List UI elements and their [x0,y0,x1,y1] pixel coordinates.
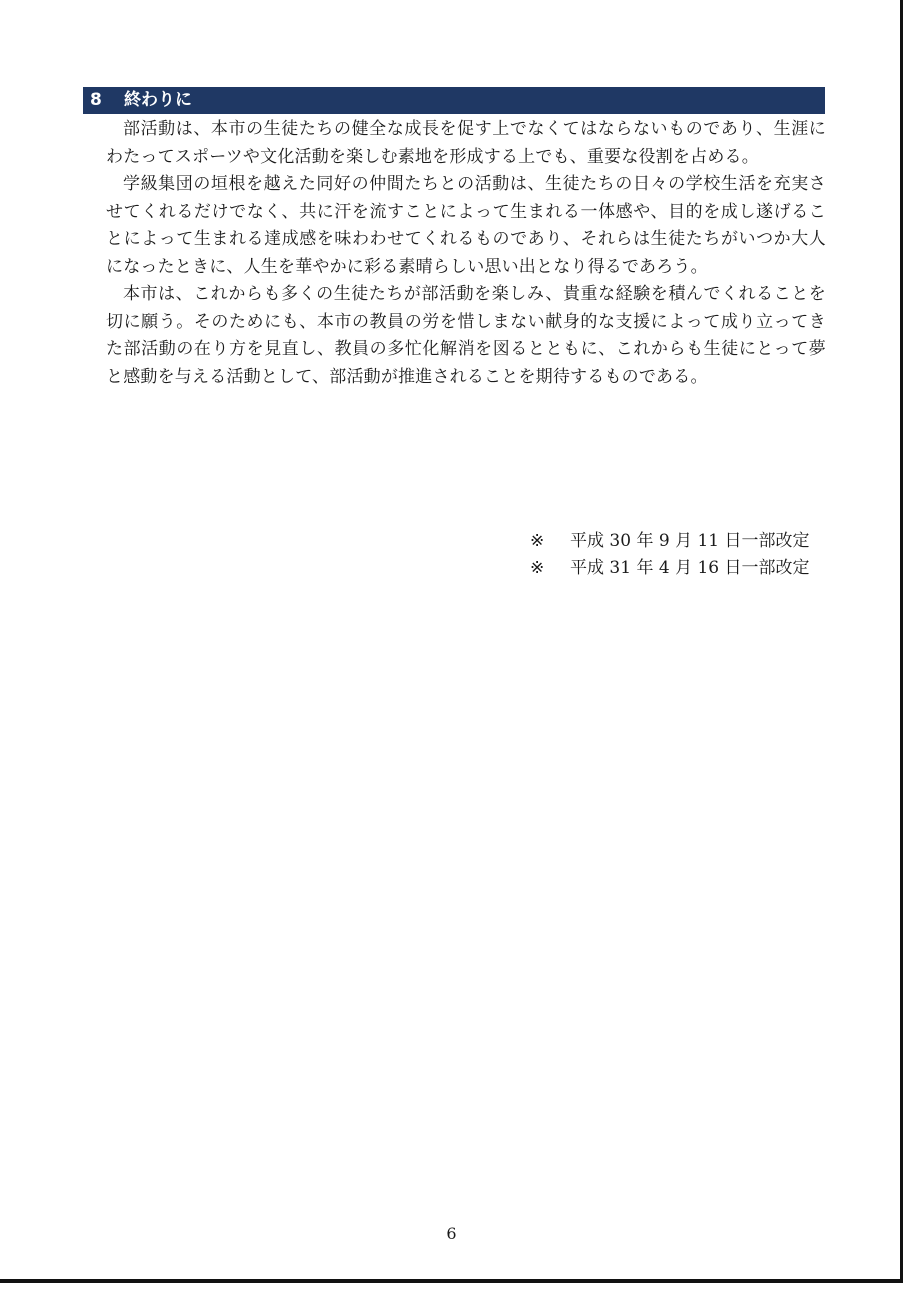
section-title: 終わりに [124,90,192,110]
revision-text: 平成 31 年 4 月 16 日一部改定 [570,558,810,578]
reference-mark: ※ [530,558,545,578]
body-text [106,116,826,391]
page-number: 6 [446,1224,457,1243]
reference-mark: ※ [530,531,545,551]
paragraph: 学級集団の垣根を越えた同好の仲間たちとの活動は、生徒たちの日々の学校生活を充実させてくれるだけでなく、共に汗を流すことによって生まれる一体感や、目的を成し遂げることによって生まれる達成感を味わわせてくれるものであり、それらは生徒たちがいつか大人になったときに、人生を華やかに彩る素晴らしい思い出となり得るであろう。 [106,174,826,277]
revision-text: 平成 30 年 9 月 11 日一部改定 [570,531,810,551]
paragraph: 本市は、これからも多くの生徒たちが部活動を楽しみ、貴重な経験を積んでくれることを切に願う。そのためにも、本市の教員の労を惜しまない献身的な支援によって成り立ってきた部活動の在り方を見直し、教員の多忙化解消を図るとともに、これからも生徒にとって夢と感動を与える活動として、部活動が推進されることを期待するものである。 [106,284,826,387]
paragraph: 部活動は、本市の生徒たちの健全な成長を促す上でなくてはならないものであり、生涯にわたってスポーツや文化活動を楽しむ素地を形成する上でも、重要な役割を占める。 [106,119,826,167]
revision-note [530,555,810,582]
section-number: 8 [90,90,102,110]
section-heading [83,87,825,114]
revision-notes [530,528,810,582]
revision-note [530,528,810,555]
